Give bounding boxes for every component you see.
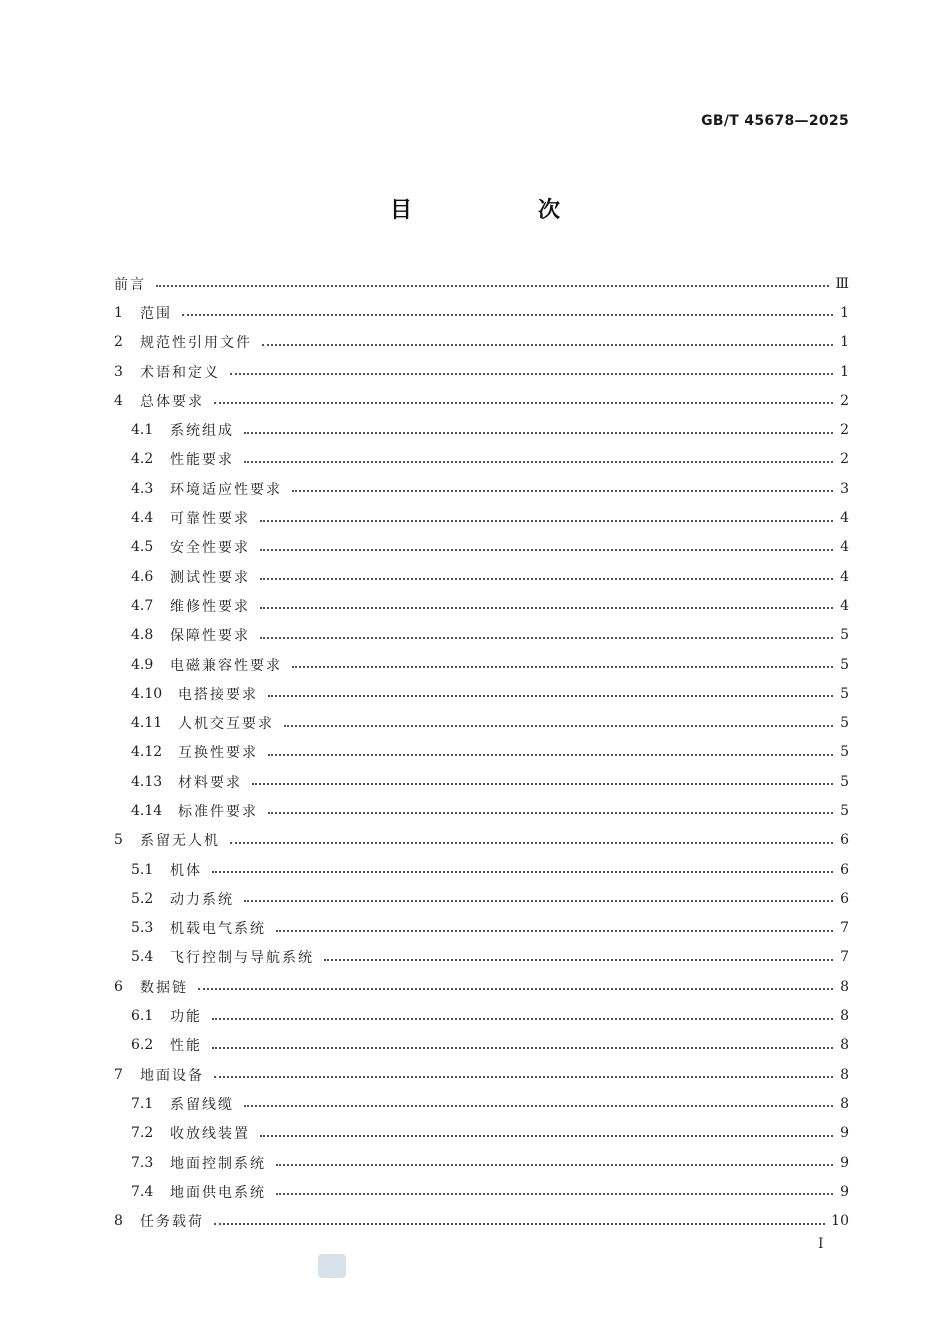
toc-entry-page: 10 (831, 1213, 849, 1230)
toc-entry[interactable] (114, 415, 849, 444)
toc-entry-label: 系留线缆 (170, 1096, 234, 1113)
toc-leader-dots (244, 460, 833, 463)
toc-entry-label: 人机交互要求 (178, 716, 274, 733)
toc-entry-label: 性能 (170, 1038, 202, 1055)
toc-leader-dots (284, 724, 833, 727)
toc-entry-page: 9 (840, 1183, 849, 1200)
toc-leader-dots (212, 1046, 833, 1049)
toc-entry-label: 可靠性要求 (170, 511, 250, 528)
toc-entry-page: 8 (840, 1066, 849, 1083)
toc-entry[interactable] (114, 1177, 849, 1206)
toc-entry-page: 8 (840, 1037, 849, 1054)
toc-entry[interactable] (114, 738, 849, 767)
toc-entry-number: 5.2 (131, 890, 154, 907)
toc-entry-number: 5.1 (131, 861, 154, 878)
toc-leader-dots (244, 431, 833, 434)
toc-entry[interactable] (114, 1148, 849, 1177)
toc-entry-number: 5.3 (131, 920, 154, 937)
toc-leader-dots (252, 782, 833, 785)
toc-entry-number: 6.2 (131, 1037, 154, 1054)
toc-entry-label: 地面供电系统 (170, 1184, 266, 1201)
toc-entry-page: 8 (840, 978, 849, 995)
toc-leader-dots (260, 606, 833, 609)
toc-leader-dots (276, 1192, 833, 1195)
toc-entry[interactable] (114, 474, 849, 503)
toc-entry-number: 5.4 (131, 949, 154, 966)
toc-entry-page: 4 (840, 539, 849, 556)
toc-entry[interactable] (114, 650, 849, 679)
toc-entry[interactable] (114, 1031, 849, 1060)
toc-entry-label: 地面设备 (140, 1067, 204, 1084)
toc-entry-label: 安全性要求 (170, 540, 250, 557)
toc-entry-page: 9 (840, 1125, 849, 1142)
toc-entry-page: 2 (840, 422, 849, 439)
toc-entry-page: 7 (840, 949, 849, 966)
toc-entry-page: 5 (840, 685, 849, 702)
toc-entry-label: 电搭接要求 (178, 686, 258, 703)
table-of-contents (114, 269, 849, 1236)
toc-entry-label: 功能 (170, 1009, 202, 1026)
toc-entry-number: 4.12 (131, 744, 163, 761)
toc-entry-label: 电磁兼容性要求 (170, 657, 282, 674)
toc-entry-label: 规范性引用文件 (140, 335, 252, 352)
toc-entry-label: 测试性要求 (170, 569, 250, 586)
toc-entry-number: 6 (114, 978, 123, 995)
toc-entry[interactable] (114, 943, 849, 972)
toc-leader-dots (260, 548, 833, 551)
toc-entry[interactable] (114, 708, 849, 737)
toc-entry-label: 标准件要求 (178, 803, 258, 820)
toc-entry-number: 4.5 (131, 539, 154, 556)
toc-entry-page: Ⅲ (835, 275, 849, 292)
toc-entry-number: 4.14 (131, 802, 163, 819)
toc-entry-number: 4.1 (131, 422, 154, 439)
toc-leader-dots (214, 401, 833, 404)
toc-leader-dots (214, 1222, 825, 1225)
toc-entry-number: 4.10 (131, 685, 163, 702)
toc-entry-label: 性能要求 (170, 452, 234, 469)
toc-entry-number: 7.1 (131, 1095, 154, 1112)
toc-entry-page: 5 (840, 802, 849, 819)
toc-entry[interactable] (114, 1001, 849, 1030)
toc-entry[interactable] (114, 386, 849, 415)
toc-entry[interactable] (114, 826, 849, 855)
toc-entry-number: 8 (114, 1213, 123, 1230)
toc-entry-page: 6 (840, 832, 849, 849)
standard-code: GB/T 45678—2025 (701, 113, 849, 129)
toc-entry-page: 5 (840, 773, 849, 790)
toc-leader-dots (292, 665, 833, 668)
toc-entry[interactable] (114, 884, 849, 913)
toc-leader-dots (262, 343, 833, 346)
toc-entry-number: 4.3 (131, 480, 154, 497)
toc-leader-dots (260, 577, 833, 580)
toc-entry[interactable] (114, 972, 849, 1001)
toc-entry[interactable] (114, 1089, 849, 1118)
toc-entry-number: 1 (114, 304, 123, 321)
toc-entry[interactable] (114, 533, 849, 562)
toc-leader-dots (260, 636, 833, 639)
toc-entry-label: 材料要求 (178, 774, 242, 791)
toc-leader-dots (276, 929, 833, 932)
toc-entry-number: 4.11 (131, 715, 163, 732)
toc-entry-page: 5 (840, 715, 849, 732)
toc-leader-dots (230, 841, 833, 844)
toc-entry-page: 6 (840, 890, 849, 907)
toc-entry-label: 前言 (114, 276, 146, 293)
toc-entry-label: 总体要求 (140, 393, 204, 410)
toc-entry-number: 7.4 (131, 1183, 154, 1200)
toc-entry-label: 互换性要求 (178, 745, 258, 762)
toc-leader-dots (212, 870, 833, 873)
toc-entry-page: 4 (840, 510, 849, 527)
toc-entry-label: 保障性要求 (170, 628, 250, 645)
toc-entry-page: 3 (840, 480, 849, 497)
toc-entry[interactable] (114, 298, 849, 327)
toc-leader-dots (156, 284, 829, 287)
toc-entry-label: 系统组成 (170, 423, 234, 440)
toc-entry-page: 1 (840, 363, 849, 380)
toc-entry-number: 3 (114, 363, 123, 380)
toc-entry[interactable] (114, 328, 849, 357)
toc-leader-dots (260, 1134, 833, 1137)
toc-leader-dots (244, 1104, 833, 1107)
toc-entry-number: 4.8 (131, 627, 154, 644)
toc-entry-label: 飞行控制与导航系统 (170, 950, 314, 967)
toc-entry-page: 8 (840, 1095, 849, 1112)
toc-entry[interactable] (114, 445, 849, 474)
toc-leader-dots (214, 1075, 833, 1078)
toc-entry-number: 5 (114, 832, 123, 849)
toc-entry-label: 地面控制系统 (170, 1155, 266, 1172)
toc-entry-number: 4.2 (131, 451, 154, 468)
toc-leader-dots (268, 753, 833, 756)
toc-entry[interactable] (114, 503, 849, 532)
toc-entry-page: 4 (840, 597, 849, 614)
toc-entry-number: 4.9 (131, 656, 154, 673)
toc-entry-number: 2 (114, 334, 123, 351)
toc-entry-number: 4.4 (131, 510, 154, 527)
toc-entry-label: 机体 (170, 862, 202, 879)
toc-entry[interactable] (114, 562, 849, 591)
toc-leader-dots (324, 958, 833, 961)
toc-entry-label: 数据链 (140, 979, 188, 996)
toc-entry-page: 1 (840, 304, 849, 321)
toc-entry-label: 系留无人机 (140, 833, 220, 850)
toc-entry-number: 7.2 (131, 1125, 154, 1142)
toc-entry-page: 2 (840, 451, 849, 468)
toc-entry-label: 范围 (140, 305, 172, 322)
toc-entry[interactable] (114, 914, 849, 943)
toc-entry-number: 7 (114, 1066, 123, 1083)
toc-entry[interactable] (114, 767, 849, 796)
toc-entry[interactable] (114, 679, 849, 708)
toc-leader-dots (230, 372, 833, 375)
toc-entry[interactable] (114, 269, 849, 298)
toc-entry-number: 4.6 (131, 568, 154, 585)
toc-entry-page: 8 (840, 1008, 849, 1025)
toc-leader-dots (260, 519, 833, 522)
toc-leader-dots (198, 987, 833, 990)
toc-entry[interactable] (114, 591, 849, 620)
toc-entry[interactable] (114, 357, 849, 386)
toc-entry-page: 5 (840, 656, 849, 673)
toc-entry[interactable] (114, 1207, 849, 1236)
toc-entry-page: 6 (840, 861, 849, 878)
toc-entry-number: 4.7 (131, 597, 154, 614)
toc-entry[interactable] (114, 1060, 849, 1089)
toc-entry-page: 9 (840, 1154, 849, 1171)
toc-leader-dots (268, 694, 833, 697)
toc-entry[interactable] (114, 1119, 849, 1148)
toc-entry-page: 2 (840, 392, 849, 409)
toc-leader-dots (182, 313, 833, 316)
toc-entry[interactable] (114, 796, 849, 825)
toc-entry-label: 动力系统 (170, 891, 234, 908)
page-folio: I (818, 1236, 824, 1252)
toc-entry-label: 维修性要求 (170, 598, 250, 615)
watermark-logo-icon (318, 1254, 346, 1278)
toc-leader-dots (212, 1017, 833, 1020)
toc-entry-number: 4.13 (131, 773, 163, 790)
toc-entry[interactable] (114, 855, 849, 884)
toc-entry-page: 5 (840, 744, 849, 761)
toc-entry-number: 4 (114, 392, 123, 409)
toc-entry-number: 6.1 (131, 1008, 154, 1025)
toc-entry-number: 7.3 (131, 1154, 154, 1171)
toc-leader-dots (244, 899, 833, 902)
toc-leader-dots (292, 489, 833, 492)
toc-entry-page: 5 (840, 627, 849, 644)
toc-entry-label: 环境适应性要求 (170, 481, 282, 498)
toc-leader-dots (276, 1163, 833, 1166)
toc-entry-label: 术语和定义 (140, 364, 220, 381)
toc-entry-page: 7 (840, 920, 849, 937)
toc-entry-page: 1 (840, 334, 849, 351)
toc-leader-dots (268, 811, 833, 814)
toc-entry-label: 机载电气系统 (170, 921, 266, 938)
page-title: 目 次 (389, 198, 612, 223)
toc-entry-page: 4 (840, 568, 849, 585)
toc-entry-label: 任务载荷 (140, 1214, 204, 1231)
toc-entry-label: 收放线装置 (170, 1126, 250, 1143)
toc-entry[interactable] (114, 621, 849, 650)
